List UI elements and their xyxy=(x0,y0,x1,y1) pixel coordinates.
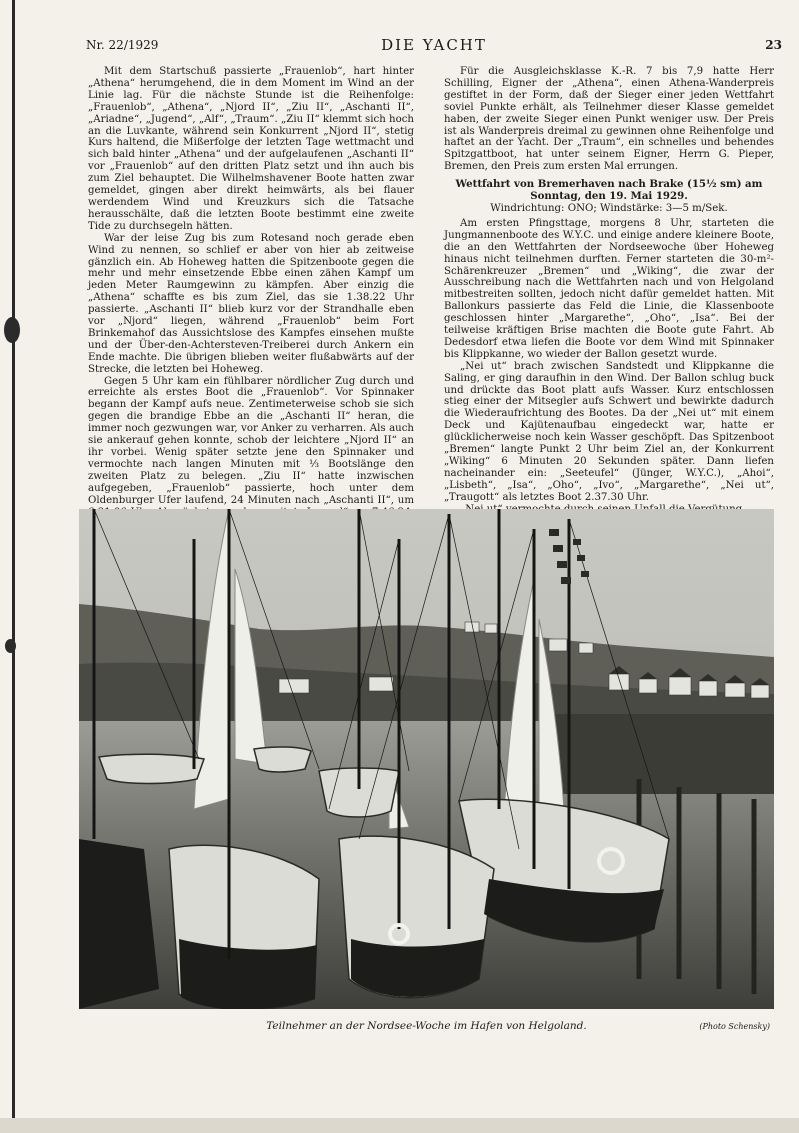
paragraph: War der leise Zug bis zum Rotesand noch gerade eben Wind zu nennen, so schlief er aber von hier ab zeitweise gänzlich ein. Ab Hoheweg hatten die Spitzenboote gegen die mehr und mehr einsetzende Ebbe einen zähen Kampf um jeden Meter Raumgewinn zu kämpfen. Aber einzig die „Athena“ schaffte es bis zum Ziel, das sie 1.38.22 Uhr passierte. „Aschanti II“ blieb kurz vor der Strandhalle eben vor „Njord“ liegen, während „Frauenlob“ beim Fort Brinkemahof das Aussichtslose des Kampfes einsehen mußte und der Über-den-Achtersteven-Treiberei durch Ankern ein Ende machte. Die übrigen blieben weiter flußabwärts auf der Strecke, die letzten bei Hoheweg. xyxy=(88,232,414,375)
right-column xyxy=(444,66,774,516)
paragraph: Mit dem Startschuß passierte „Frauenlob“, hart hinter „Athena“ herumgehend, die in dem Moment im Wind an der Linie lag. Für die nächste Stunde ist die Reihenfolge: „Frauenlob“, „Athena“, „Njord II“, „Ziu II“, „Aschanti II“, „Ariadne“, „Jugend“, „Alf“, „Traum“. „Ziu II“ klemmt sich hoch an die Luvkante, während sein Konkurrent „Njord II“, stetig Kurs haltend, die Mißerfolge der letzten Tage wettmacht und sich bald hinter „Athena“ und der aufgelaufenen „Aschanti II“ vor „Frauenlob“ auf den dritten Platz setzt und ihn auch bis zum Ziel behauptet. Die Wilhelmshavener Boote hatten zwar gemeldet, gingen aber direkt heimwärts, als bei flauer werdendem Wind und Kreuzkurs sich die Tatsache herausschälte, daß die letzten Boote bestimmt eine zweite Tide zu durchsegeln hätten. xyxy=(88,66,414,232)
photo-credit: (Photo Schensky) xyxy=(699,1022,770,1031)
page-bottom-edge xyxy=(0,1118,799,1133)
wind-info: Windrichtung: ONO; Windstärke: 3—5 m/Sek. xyxy=(490,202,728,214)
caption-text: Teilnehmer an der Nordsee-Woche im Hafen von Helgoland. xyxy=(266,1020,587,1032)
paragraph: „Nei ut“ brach zwischen Sandstedt und Klippkanne die Saling, er ging daraufhin in den Wind. Der Ballon schlug buck und drückte das Boot platt aufs Wasser. Kurz entschlossen stieg einer der Mitsegler aufs Schwert und bewirkte dadurch die Wiederaufrichtung des Bootes. Da der „Nei ut“ mit einem Deck und Kajütenaufbau eingedeckt war, hatte er glücklicherweise noch kein Wasser geschöpft. Das Spitzenboot „Bremen“ langte Punkt 2 Uhr beim Ziel an, der Konkurrent „Wiking“ 6 Minuten 20 Sekunden später. Dann liefen nacheinander ein: „Seeteufel“ (Jünger, W.Y.C.), „Ahoi“, „Lisbeth“, „Isa“, „Oho“, „Ivo“, „Margarethe“, „Nei ut“, „Traugott“ als letztes Boot 2.37.30 Uhr. xyxy=(444,360,774,503)
issue-number: Nr. 22/1929 xyxy=(86,38,159,52)
paragraph: Gegen 5 Uhr kam ein fühlbarer nördlicher Zug durch und erreichte als erstes Boot die „Frauenlob“. Vor Spinnaker begann der Kampf aufs neue. Zentimeterweise schob sie sich gegen die brandige Ebbe an die „Aschanti II“ heran, die immer noch gezwungen war, vor Anker zu verharren. Als auch sie ankerauf gehen konnte, schob der leichtere „Njord II“ an ihr vorbei. Wenig später setzte jene den Spinnaker und vermochte nach langen Minuten mit ⅓ Bootslänge den zweiten Platz zu belegen. „Ziu II“ hatte inzwischen aufgegeben, „Frauenlob“ passierte, hoch unter dem Oldenburger Ufer laufend, 24 Minuten nach „Aschanti II“, um xyxy=(88,375,414,506)
photo-caption xyxy=(79,1020,774,1034)
harbor-photo-illustration xyxy=(79,509,774,1009)
page-binding-edge xyxy=(12,0,15,1133)
ink-blot xyxy=(4,317,20,343)
page-number: 23 xyxy=(765,38,782,52)
paragraph: Für die Ausgleichsklasse K.-R. 7 bis 7,9 hatte Herr Schilling, Eigner der „Athena“, einen Athena-Wanderpreis gestiftet in der Form, daß der Sieger einer jeden Wettfahrt soviel Punkte erhält, als Teilnehmer dieser Klasse gemeldet haben, der zweite Sieger einen Punkt weniger usw. Der Preis ist als Wanderpreis dreimal zu gewinnen ohne Reihenfolge und haftet an der Yacht. Der „Traum“, ein schnelles und behendes Spitzgattboot, hat unter seinem Eigner, Herrn G. Pieper, Bremen, den Preis zum ersten Mal errungen. xyxy=(444,66,774,173)
left-column xyxy=(88,66,414,530)
ink-blot xyxy=(5,639,16,653)
page-header xyxy=(86,38,782,54)
magazine-title: DIE YACHT xyxy=(381,36,487,54)
harbor-photo xyxy=(79,509,774,1009)
paragraph: Am ersten Pfingsttage, morgens 8 Uhr, starteten die Jungmannenboote des W.Y.C. und einige andere kleinere Boote, die an den Wettfahrten der Nordseewoche über Hoheweg hinaus nicht teilnehmen durften. Ferner starteten die 30-m²-Schärenkreuzer „Bremen“ und „Wiking“, die zwar der Ausschreibung nach die Wettfahrten nach und von Helgoland mitbestreiten sollten, jedoch nicht dafür gemeldet hatten. Mit Ballonkurs passierte das Feld die Linie, die Klassenboote geschlossen hinter „Margarethe“, „Oho“, „Isa“. Bei der teilweise kräftigen Brise machten die Boote gute Fahrt. Ab Dedesdorf etwa liefen die Boote vor dem Wind mit Spinnaker bis Klippkanne, wo wieder der Ballon gesetzt wurde. xyxy=(444,217,774,360)
race-heading: Wettfahrt von Bremerhaven nach Brake (15½ sm) am Sonntag, den 19. Mai 1929. xyxy=(455,178,763,203)
